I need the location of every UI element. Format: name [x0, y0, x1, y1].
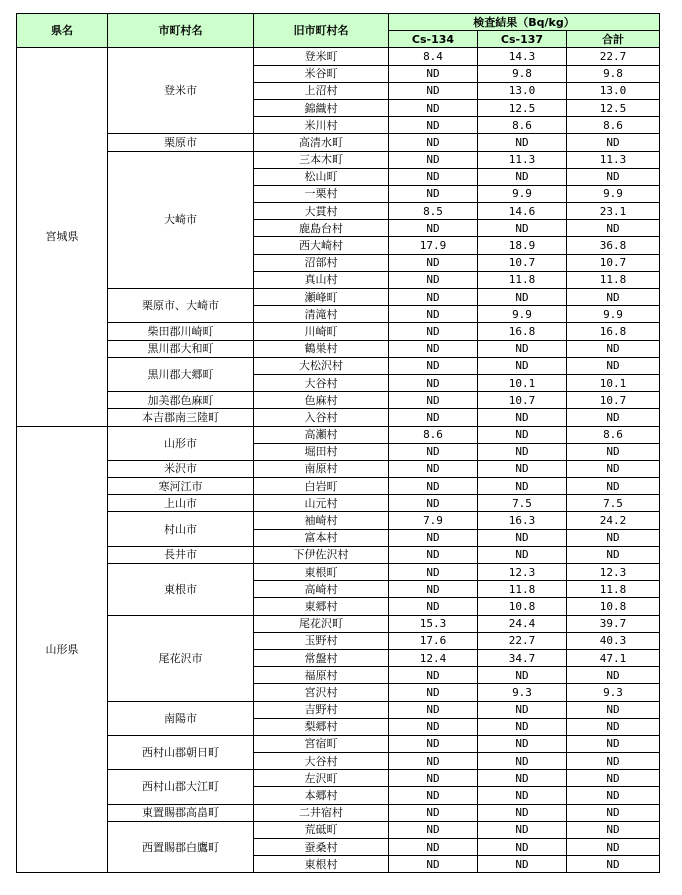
former-municipality-cell: 上沼村: [254, 82, 389, 99]
former-municipality-cell: 白岩町: [254, 478, 389, 495]
table-row: [17, 460, 660, 477]
table-header: [17, 14, 660, 48]
cs134-value-cell: ND: [389, 168, 478, 185]
total-value-cell: 11.8: [567, 271, 660, 288]
total-value-cell: ND: [567, 478, 660, 495]
cs134-value-cell: ND: [389, 65, 478, 82]
total-value-cell: ND: [567, 546, 660, 563]
cs137-value-cell: 9.9: [478, 306, 567, 323]
cs137-value-cell: ND: [478, 770, 567, 787]
municipality-cell: 長井市: [108, 546, 254, 563]
former-municipality-cell: 川崎町: [254, 323, 389, 340]
cs134-value-cell: 8.6: [389, 426, 478, 443]
cs134-value-cell: ND: [389, 701, 478, 718]
table-row: [17, 323, 660, 340]
cs137-value-cell: 11.8: [478, 271, 567, 288]
total-value-cell: 11.3: [567, 151, 660, 168]
cs137-value-cell: 11.3: [478, 151, 567, 168]
table-row: [17, 48, 660, 65]
municipality-cell: 栗原市、大崎市: [108, 289, 254, 323]
cs134-value-cell: ND: [389, 684, 478, 701]
total-value-cell: 11.8: [567, 581, 660, 598]
cs137-value-cell: ND: [478, 787, 567, 804]
former-municipality-cell: 梨郷村: [254, 718, 389, 735]
header-municipality: 市町村名: [108, 14, 254, 48]
former-municipality-cell: 大谷村: [254, 374, 389, 391]
total-value-cell: 9.3: [567, 684, 660, 701]
cs137-value-cell: ND: [478, 821, 567, 838]
cs134-value-cell: ND: [389, 581, 478, 598]
table-row: [17, 426, 660, 443]
cs134-value-cell: ND: [389, 254, 478, 271]
municipality-cell: 加美郡色麻町: [108, 392, 254, 409]
total-value-cell: 10.1: [567, 374, 660, 391]
former-municipality-cell: 大貫村: [254, 203, 389, 220]
cs134-value-cell: ND: [389, 546, 478, 563]
cs137-value-cell: 12.5: [478, 99, 567, 116]
total-value-cell: ND: [567, 443, 660, 460]
cs137-value-cell: 14.3: [478, 48, 567, 65]
table-row: [17, 804, 660, 821]
table-row: [17, 615, 660, 632]
cs134-value-cell: 8.4: [389, 48, 478, 65]
cs134-value-cell: ND: [389, 718, 478, 735]
former-municipality-cell: 袖崎村: [254, 512, 389, 529]
former-municipality-cell: 玉野村: [254, 632, 389, 649]
total-value-cell: ND: [567, 289, 660, 306]
total-value-cell: ND: [567, 340, 660, 357]
cs134-value-cell: ND: [389, 667, 478, 684]
table-row: [17, 770, 660, 787]
municipality-cell: 柴田郡川崎町: [108, 323, 254, 340]
municipality-cell: 西置賜郡白鷹町: [108, 821, 254, 873]
cs137-value-cell: 10.7: [478, 392, 567, 409]
cs134-value-cell: ND: [389, 357, 478, 374]
cs137-value-cell: 10.7: [478, 254, 567, 271]
cs134-value-cell: ND: [389, 770, 478, 787]
cs134-value-cell: ND: [389, 271, 478, 288]
total-value-cell: ND: [567, 701, 660, 718]
cs134-value-cell: ND: [389, 460, 478, 477]
cs134-value-cell: ND: [389, 409, 478, 426]
table-row: [17, 478, 660, 495]
cs134-value-cell: ND: [389, 821, 478, 838]
former-municipality-cell: 宮沢村: [254, 684, 389, 701]
total-value-cell: ND: [567, 821, 660, 838]
municipality-cell: 上山市: [108, 495, 254, 512]
former-municipality-cell: 高清水町: [254, 134, 389, 151]
total-value-cell: ND: [567, 357, 660, 374]
cs134-value-cell: ND: [389, 839, 478, 856]
total-value-cell: ND: [567, 460, 660, 477]
municipality-cell: 米沢市: [108, 460, 254, 477]
cs134-value-cell: ND: [389, 374, 478, 391]
cs137-value-cell: ND: [478, 839, 567, 856]
cs137-value-cell: 14.6: [478, 203, 567, 220]
total-value-cell: ND: [567, 529, 660, 546]
cs134-value-cell: ND: [389, 82, 478, 99]
former-municipality-cell: 西大崎村: [254, 237, 389, 254]
cs137-value-cell: ND: [478, 134, 567, 151]
cs137-value-cell: 9.3: [478, 684, 567, 701]
cs134-value-cell: ND: [389, 220, 478, 237]
prefecture-cell: 山形県: [17, 426, 108, 873]
total-value-cell: ND: [567, 134, 660, 151]
municipality-cell: 尾花沢市: [108, 615, 254, 701]
total-value-cell: ND: [567, 667, 660, 684]
total-value-cell: ND: [567, 718, 660, 735]
total-value-cell: 16.8: [567, 323, 660, 340]
former-municipality-cell: 三本木町: [254, 151, 389, 168]
cs134-value-cell: ND: [389, 185, 478, 202]
total-value-cell: 10.8: [567, 598, 660, 615]
municipality-cell: 村山市: [108, 512, 254, 546]
former-municipality-cell: 登米町: [254, 48, 389, 65]
former-municipality-cell: 一栗村: [254, 185, 389, 202]
cs137-value-cell: 12.3: [478, 564, 567, 581]
cs134-value-cell: ND: [389, 99, 478, 116]
cs137-value-cell: 13.0: [478, 82, 567, 99]
total-value-cell: 39.7: [567, 615, 660, 632]
cs137-value-cell: ND: [478, 289, 567, 306]
municipality-cell: 東置賜郡高畠町: [108, 804, 254, 821]
table-row: [17, 392, 660, 409]
table-row: [17, 821, 660, 838]
total-value-cell: ND: [567, 787, 660, 804]
table-row: [17, 495, 660, 512]
total-value-cell: 36.8: [567, 237, 660, 254]
total-value-cell: 10.7: [567, 392, 660, 409]
cs134-value-cell: ND: [389, 787, 478, 804]
former-municipality-cell: 松山町: [254, 168, 389, 185]
total-value-cell: ND: [567, 735, 660, 752]
cs134-value-cell: 15.3: [389, 615, 478, 632]
municipality-cell: 登米市: [108, 48, 254, 134]
cs134-value-cell: ND: [389, 306, 478, 323]
cs134-value-cell: ND: [389, 529, 478, 546]
cs137-value-cell: ND: [478, 168, 567, 185]
total-value-cell: 24.2: [567, 512, 660, 529]
total-value-cell: ND: [567, 804, 660, 821]
table-row: [17, 735, 660, 752]
results-table: [16, 13, 660, 873]
cs134-value-cell: 17.6: [389, 632, 478, 649]
table-row: [17, 134, 660, 151]
former-municipality-cell: 本郷村: [254, 787, 389, 804]
former-municipality-cell: 東根町: [254, 564, 389, 581]
header-former-municipality: 旧市町村名: [254, 14, 389, 48]
cs137-value-cell: ND: [478, 718, 567, 735]
former-municipality-cell: 荒砥町: [254, 821, 389, 838]
table-row: [17, 564, 660, 581]
cs134-value-cell: ND: [389, 598, 478, 615]
total-value-cell: ND: [567, 856, 660, 873]
municipality-cell: 大崎市: [108, 151, 254, 289]
municipality-cell: 西村山郡朝日町: [108, 735, 254, 769]
municipality-cell: 南陽市: [108, 701, 254, 735]
former-municipality-cell: 鶴巣村: [254, 340, 389, 357]
cs134-value-cell: ND: [389, 856, 478, 873]
cs137-value-cell: 10.1: [478, 374, 567, 391]
cs137-value-cell: 8.6: [478, 117, 567, 134]
municipality-cell: 黒川郡大和町: [108, 340, 254, 357]
former-municipality-cell: 高瀬村: [254, 426, 389, 443]
former-municipality-cell: 尾花沢町: [254, 615, 389, 632]
cs134-value-cell: ND: [389, 134, 478, 151]
former-municipality-cell: 大松沢村: [254, 357, 389, 374]
total-value-cell: 13.0: [567, 82, 660, 99]
total-value-cell: ND: [567, 409, 660, 426]
cs137-value-cell: 16.3: [478, 512, 567, 529]
total-value-cell: 8.6: [567, 426, 660, 443]
total-value-cell: 9.9: [567, 185, 660, 202]
cs134-value-cell: ND: [389, 323, 478, 340]
cs134-value-cell: ND: [389, 753, 478, 770]
cs137-value-cell: ND: [478, 753, 567, 770]
municipality-cell: 東根市: [108, 564, 254, 616]
total-value-cell: 12.5: [567, 99, 660, 116]
cs134-value-cell: ND: [389, 495, 478, 512]
cs137-value-cell: ND: [478, 735, 567, 752]
cs137-value-cell: 22.7: [478, 632, 567, 649]
cs137-value-cell: ND: [478, 426, 567, 443]
cs137-value-cell: 24.4: [478, 615, 567, 632]
municipality-cell: 黒川郡大郷町: [108, 357, 254, 391]
former-municipality-cell: 真山村: [254, 271, 389, 288]
cs137-value-cell: ND: [478, 856, 567, 873]
former-municipality-cell: 大谷村: [254, 753, 389, 770]
total-value-cell: ND: [567, 168, 660, 185]
table-row: [17, 701, 660, 718]
cs137-value-cell: ND: [478, 340, 567, 357]
total-value-cell: 22.7: [567, 48, 660, 65]
cs137-value-cell: ND: [478, 478, 567, 495]
cs137-value-cell: ND: [478, 220, 567, 237]
cs137-value-cell: 10.8: [478, 598, 567, 615]
table-body: [17, 48, 660, 873]
former-municipality-cell: 米川村: [254, 117, 389, 134]
cs134-value-cell: ND: [389, 564, 478, 581]
former-municipality-cell: 堀田村: [254, 443, 389, 460]
cs134-value-cell: ND: [389, 289, 478, 306]
cs137-value-cell: ND: [478, 546, 567, 563]
header-cs137: Cs-137: [478, 31, 567, 48]
municipality-cell: 栗原市: [108, 134, 254, 151]
total-value-cell: 47.1: [567, 649, 660, 666]
former-municipality-cell: 山元村: [254, 495, 389, 512]
prefecture-cell: 宮城県: [17, 48, 108, 426]
total-value-cell: 40.3: [567, 632, 660, 649]
former-municipality-cell: 清滝村: [254, 306, 389, 323]
cs137-value-cell: ND: [478, 667, 567, 684]
former-municipality-cell: 蚕桑村: [254, 839, 389, 856]
former-municipality-cell: 入谷村: [254, 409, 389, 426]
total-value-cell: ND: [567, 839, 660, 856]
cs137-value-cell: 34.7: [478, 649, 567, 666]
cs137-value-cell: ND: [478, 409, 567, 426]
total-value-cell: ND: [567, 220, 660, 237]
header-cs134: Cs-134: [389, 31, 478, 48]
total-value-cell: ND: [567, 770, 660, 787]
table-row: [17, 151, 660, 168]
cs134-value-cell: 7.9: [389, 512, 478, 529]
former-municipality-cell: 米谷町: [254, 65, 389, 82]
cs134-value-cell: 17.9: [389, 237, 478, 254]
table-row: [17, 340, 660, 357]
table-row: [17, 357, 660, 374]
total-value-cell: ND: [567, 753, 660, 770]
cs134-value-cell: 8.5: [389, 203, 478, 220]
cs134-value-cell: ND: [389, 392, 478, 409]
former-municipality-cell: 福原村: [254, 667, 389, 684]
former-municipality-cell: 吉野村: [254, 701, 389, 718]
former-municipality-cell: 錦織村: [254, 99, 389, 116]
total-value-cell: 9.9: [567, 306, 660, 323]
cs137-value-cell: ND: [478, 804, 567, 821]
former-municipality-cell: 富本村: [254, 529, 389, 546]
municipality-cell: 寒河江市: [108, 478, 254, 495]
total-value-cell: 23.1: [567, 203, 660, 220]
cs134-value-cell: ND: [389, 478, 478, 495]
cs137-value-cell: ND: [478, 529, 567, 546]
former-municipality-cell: 瀬峰町: [254, 289, 389, 306]
cs137-value-cell: 9.9: [478, 185, 567, 202]
former-municipality-cell: 左沢町: [254, 770, 389, 787]
cs137-value-cell: 11.8: [478, 581, 567, 598]
total-value-cell: 7.5: [567, 495, 660, 512]
cs137-value-cell: 18.9: [478, 237, 567, 254]
total-value-cell: 9.8: [567, 65, 660, 82]
former-municipality-cell: 常盤村: [254, 649, 389, 666]
cs137-value-cell: ND: [478, 701, 567, 718]
former-municipality-cell: 東郷村: [254, 598, 389, 615]
cs137-value-cell: 7.5: [478, 495, 567, 512]
cs134-value-cell: ND: [389, 735, 478, 752]
former-municipality-cell: 色麻村: [254, 392, 389, 409]
cs137-value-cell: ND: [478, 460, 567, 477]
header-total: 合計: [567, 31, 660, 48]
former-municipality-cell: 高崎村: [254, 581, 389, 598]
municipality-cell: 山形市: [108, 426, 254, 460]
former-municipality-cell: 宮宿町: [254, 735, 389, 752]
former-municipality-cell: 沼部村: [254, 254, 389, 271]
total-value-cell: 10.7: [567, 254, 660, 271]
cs137-value-cell: 9.8: [478, 65, 567, 82]
cs137-value-cell: ND: [478, 357, 567, 374]
table-row: [17, 289, 660, 306]
table-row: [17, 409, 660, 426]
former-municipality-cell: 二井宿村: [254, 804, 389, 821]
cs134-value-cell: ND: [389, 340, 478, 357]
cs134-value-cell: ND: [389, 804, 478, 821]
municipality-cell: 西村山郡大江町: [108, 770, 254, 804]
cs134-value-cell: ND: [389, 117, 478, 134]
former-municipality-cell: 南原村: [254, 460, 389, 477]
cs134-value-cell: 12.4: [389, 649, 478, 666]
table-row: [17, 546, 660, 563]
cs134-value-cell: ND: [389, 443, 478, 460]
cs134-value-cell: ND: [389, 151, 478, 168]
total-value-cell: 8.6: [567, 117, 660, 134]
header-prefecture: 県名: [17, 14, 108, 48]
header-results: 検査結果（Bq/kg）: [389, 14, 660, 31]
table-row: [17, 512, 660, 529]
cs137-value-cell: ND: [478, 443, 567, 460]
former-municipality-cell: 東根村: [254, 856, 389, 873]
total-value-cell: 12.3: [567, 564, 660, 581]
former-municipality-cell: 下伊佐沢村: [254, 546, 389, 563]
former-municipality-cell: 鹿島台村: [254, 220, 389, 237]
municipality-cell: 本吉郡南三陸町: [108, 409, 254, 426]
cs137-value-cell: 16.8: [478, 323, 567, 340]
